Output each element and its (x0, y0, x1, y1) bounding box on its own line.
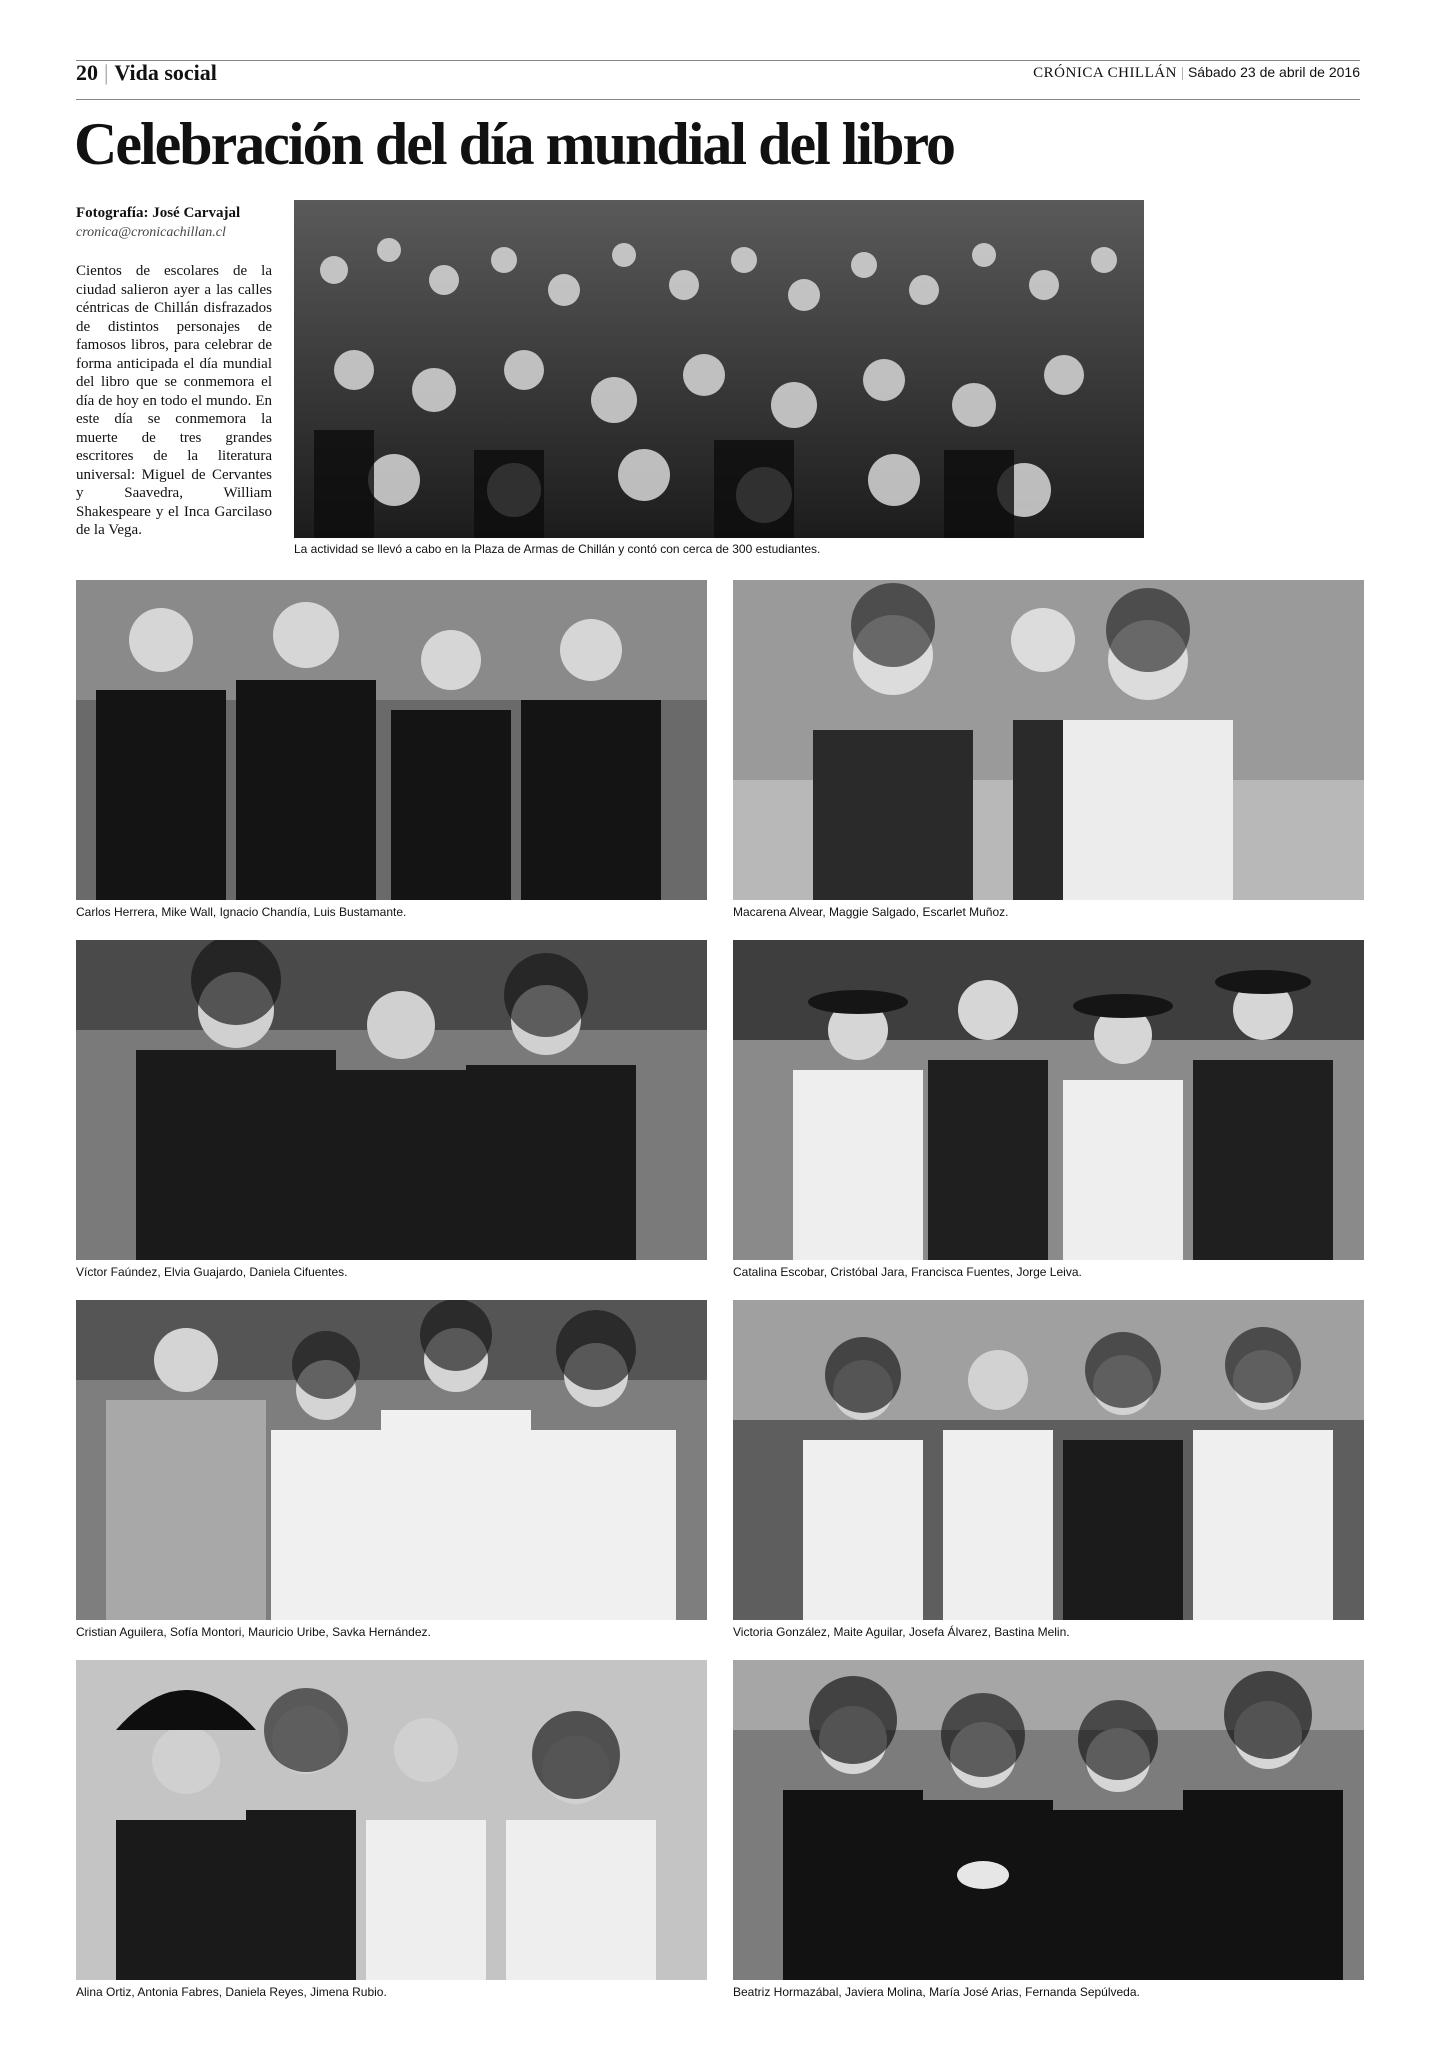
group-photo-8-caption: Beatriz Hormazábal, Javiera Molina, María José Arias, Fernanda Sepúlveda. (733, 1985, 1140, 1999)
group-photo-4 (733, 940, 1364, 1260)
top-rule (76, 60, 1360, 61)
group-photo-3 (76, 940, 707, 1260)
headline: Celebración del día mundial del libro (74, 111, 954, 177)
group-photo-image (733, 940, 1364, 1260)
header-separator: | (104, 60, 109, 85)
group-photo-8 (733, 1660, 1364, 1980)
crowd-photo-image (294, 200, 1144, 538)
article-body: Cientos de escolares de la ciudad salieron ayer a las calles céntricas de Chillán disfrazados de distintos personajes de famosos libros, para celebrar de forma anticipada el día mundial del libro que se conmemora el día de hoy en todo el mundo. En este día se conmemora la muerte de tres grandes escritores de la literatura universal: Miguel de Cervantes y Saavedra, William Shakespeare y el Inca Garcilaso de la Vega. (76, 263, 272, 538)
group-photo-image (76, 580, 707, 900)
group-photo-3-caption: Víctor Faúndez, Elvia Guajardo, Daniela Cifuentes. (76, 1265, 348, 1279)
main-photo (294, 200, 1144, 538)
group-photo-6-caption: Victoria González, Maite Aguilar, Josefa Álvarez, Bastina Melin. (733, 1625, 1070, 1639)
group-photo-5-caption: Cristian Aguilera, Sofía Montori, Mauricio Uribe, Savka Hernández. (76, 1625, 431, 1639)
credit-email: cronica@cronicachillan.cl (76, 225, 226, 240)
section-header (76, 60, 217, 86)
section-name: Vida social (114, 60, 217, 85)
group-photo-image (733, 580, 1364, 900)
masthead-info (1033, 64, 1360, 82)
group-photo-2-caption: Macarena Alvear, Maggie Salgado, Escarlet Muñoz. (733, 905, 1009, 919)
group-photo-image (733, 1660, 1364, 1980)
group-photo-5 (76, 1300, 707, 1620)
headline-rule (76, 99, 1360, 100)
main-photo-caption: La actividad se llevó a cabo en la Plaza de Armas de Chillán y contó con cerca de 300 estudiantes. (294, 542, 821, 556)
group-photo-image (76, 1300, 707, 1620)
issue-date: Sábado 23 de abril de 2016 (1187, 64, 1360, 80)
paper-name: CRÓNICA CHILLÁN (1033, 65, 1177, 81)
group-photo-image (733, 1300, 1364, 1620)
group-photo-1-caption: Carlos Herrera, Mike Wall, Ignacio Chandía, Luis Bustamante. (76, 905, 407, 919)
group-photo-2 (733, 580, 1364, 900)
group-photo-6 (733, 1300, 1364, 1620)
group-photo-1 (76, 580, 707, 900)
group-photo-4-caption: Catalina Escobar, Cristóbal Jara, Francisca Fuentes, Jorge Leiva. (733, 1265, 1082, 1279)
group-photo-7 (76, 1660, 707, 1980)
group-photo-7-caption: Alina Ortiz, Antonia Fabres, Daniela Reyes, Jimena Rubio. (76, 1985, 387, 1999)
photo-credit: Fotografía: José Carvajal (76, 205, 241, 221)
group-photo-image (76, 1660, 707, 1980)
masthead-separator: | (1180, 65, 1184, 81)
page-number: 20 (76, 60, 98, 85)
group-photo-image (76, 940, 707, 1260)
